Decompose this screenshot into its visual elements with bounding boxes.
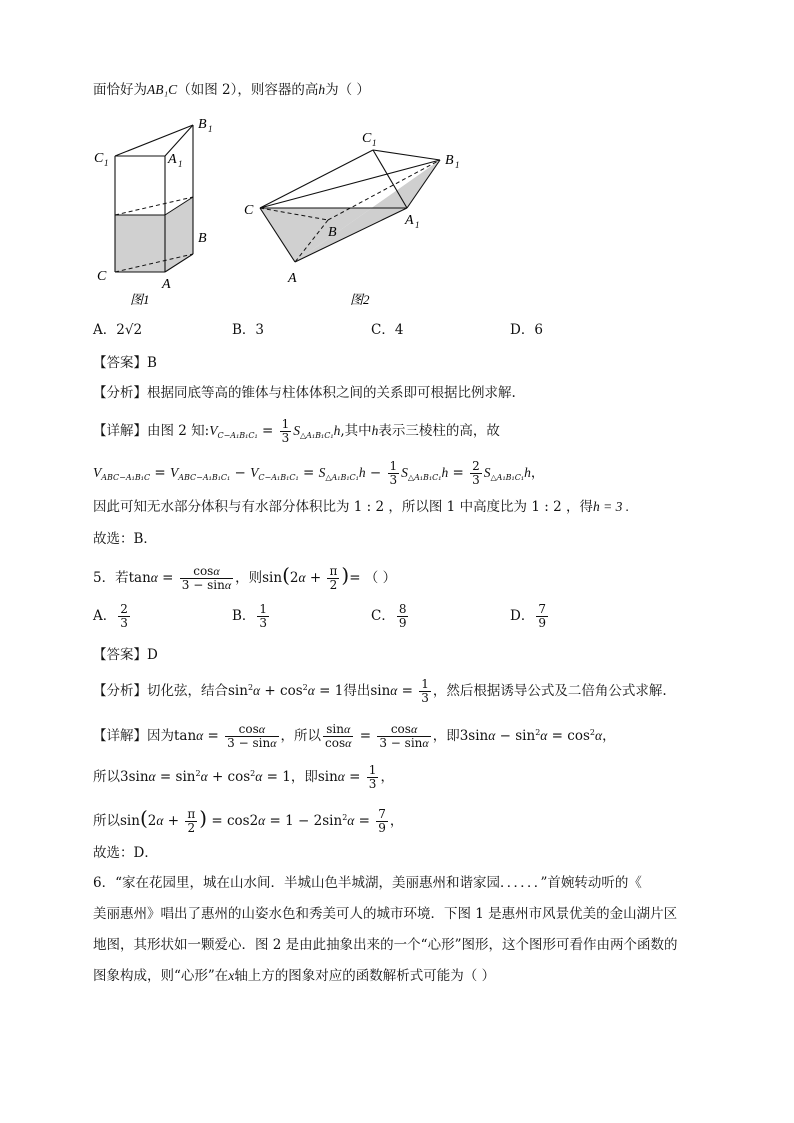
q4-stem-h: h bbox=[318, 82, 326, 97]
q4-stem-var: AB₁C bbox=[147, 82, 178, 97]
q4-answer: 【答案】B bbox=[93, 355, 157, 371]
fig2-label-b: B bbox=[328, 225, 337, 240]
q5-answer: 【答案】D bbox=[93, 647, 158, 663]
fig2-sub-c1: 1 bbox=[372, 138, 377, 148]
fig1-label-a1: A bbox=[168, 152, 177, 167]
fig1-sub-c1: 1 bbox=[104, 158, 109, 168]
fig2-label-a1: A bbox=[405, 213, 414, 228]
fig1-caption: 图1 bbox=[130, 292, 150, 307]
q5-detail-line1: 【详解】因为tanα = $\frac{\cos\alpha}{3 - \sin\alpha}$ ，所以 $\frac{\sin\alpha}{\cos\alpha}$ = $\frac{\cos\alpha}{3 - \sin\alpha}$ ，即$3\sin\alpha - \sin^2\alpha = \cos^2\alpha$， bbox=[93, 722, 616, 750]
q4-stem-end: 为（ ） bbox=[325, 82, 370, 98]
figure2-prism bbox=[240, 122, 480, 312]
q5-option-a[interactable]: A． $\frac{2}{3}$ bbox=[93, 602, 128, 630]
fig2-label-a: A bbox=[288, 271, 297, 286]
q4-stem-text: 面恰好为 bbox=[93, 82, 147, 98]
fig2-sub-b1: 1 bbox=[455, 160, 460, 170]
fig1-sub-b1: 1 bbox=[208, 124, 213, 134]
q5-detail-line3: 所以sin(2α + $\frac{\pi}{2}$ ) = $\cos 2\alpha = 1 - 2\sin^2\alpha$ = $\frac{7}{9}$ ， bbox=[93, 806, 404, 835]
q4-option-b[interactable]: B．3 bbox=[232, 322, 265, 338]
q6-line1: 6．“家在花园里，城在山水间．半城山色半城湖，美丽惠州和谐家园．．．．．．”首婉转动听的《 bbox=[93, 875, 642, 891]
q4-option-c[interactable]: C．4 bbox=[371, 322, 404, 338]
fig2-caption: 图2 bbox=[350, 292, 370, 307]
q4-choose: 故选：B． bbox=[93, 531, 157, 547]
fig1-sub-a1: 1 bbox=[178, 159, 183, 169]
fig1-label-b: B bbox=[198, 231, 207, 246]
q5-option-b[interactable]: B． $\frac{1}{3}$ bbox=[232, 602, 268, 630]
q6-line4: 图象构成，则“心形”在x轴上方的图象对应的函数解析式可能为（ ） bbox=[93, 968, 496, 984]
figure1-prism bbox=[90, 112, 230, 312]
q5-stem: 5．若tanα = $\frac{\cos\alpha}{3 - \sin\alpha}$ ，则sin(2α + $\frac{\pi}{2}$ )= （ ） bbox=[93, 563, 397, 592]
q5-choose: 故选：D． bbox=[93, 845, 158, 861]
fig2-label-c: C bbox=[244, 203, 254, 218]
q4-analysis: 【分析】根据同底等高的锥体与柱体体积之间的关系即可根据比例求解. bbox=[93, 385, 516, 401]
q4-stem-text2: （如图 2），则容器的高 bbox=[177, 82, 319, 98]
q4-option-a[interactable]: A．2√2 bbox=[93, 322, 143, 338]
fig2-label-b1: B bbox=[445, 153, 454, 168]
q5-analysis: 【分析】切化弦，结合$\sin^2\alpha + \cos^2\alpha = 1$得出sinα = $\frac{1}{3}$ ，然后根据诱导公式及二倍角公式求解. bbox=[93, 677, 667, 705]
fig1-label-b1: B bbox=[198, 117, 207, 132]
q5-option-c[interactable]: C． $\frac{8}{9}$ bbox=[371, 602, 407, 630]
fig2-sub-a1: 1 bbox=[415, 220, 420, 230]
q5-detail-line2: 所以$3\sin\alpha = \sin^2\alpha + \cos^2\alpha = 1$，即sinα = $\frac{1}{3}$ ， bbox=[93, 763, 394, 791]
fig1-label-a: A bbox=[162, 277, 171, 292]
q5-option-d[interactable]: D． $\frac{7}{9}$ bbox=[510, 602, 546, 630]
fig1-label-c: C bbox=[97, 269, 107, 284]
q4-detail-formula: $V_{ABC-A_1B_1C} = V_{ABC-A_1B_1C_1} - V_{C-A_1B_1C_1} = S_{\triangle A_1B_1C_1}h$ − $\frac{1}{3}$ $S_{\triangle A_1B_1C_1}h$ = $\frac{2}{3}$ $S_{\triangle A_1B_1C_1}h$， bbox=[93, 459, 545, 487]
q4-option-d[interactable]: D．6 bbox=[510, 322, 543, 338]
q4-conclusion: 因此可知无水部分体积与有水部分体积比为 1 : 2 ，所以图 1 中高度比为 1 : 2 ，得h = 3 . bbox=[93, 499, 630, 515]
fig1-label-c1: C bbox=[94, 151, 104, 166]
fig2-label-c1: C bbox=[362, 131, 372, 146]
q6-line3: 地图，其形状如一颗爱心．图 2 是由此抽象出来的一个“心形”图形，这个图形可看作由两个函数的 bbox=[93, 937, 678, 953]
q6-line2: 美丽惠州》唱出了惠州的山姿水色和秀美可人的城市环境．下图 1 是惠州市风景优美的金山湖片区 bbox=[93, 906, 678, 922]
q4-detail-line1: 【详解】由图 2 知$:V_{C-A_1B_1C_1}$ = $\frac{1}{3}$ $S_{\triangle A_1B_1C_1}h$,其中h表示三棱柱的高，故 bbox=[93, 417, 500, 445]
q4-stem-tail bbox=[93, 80, 370, 100]
